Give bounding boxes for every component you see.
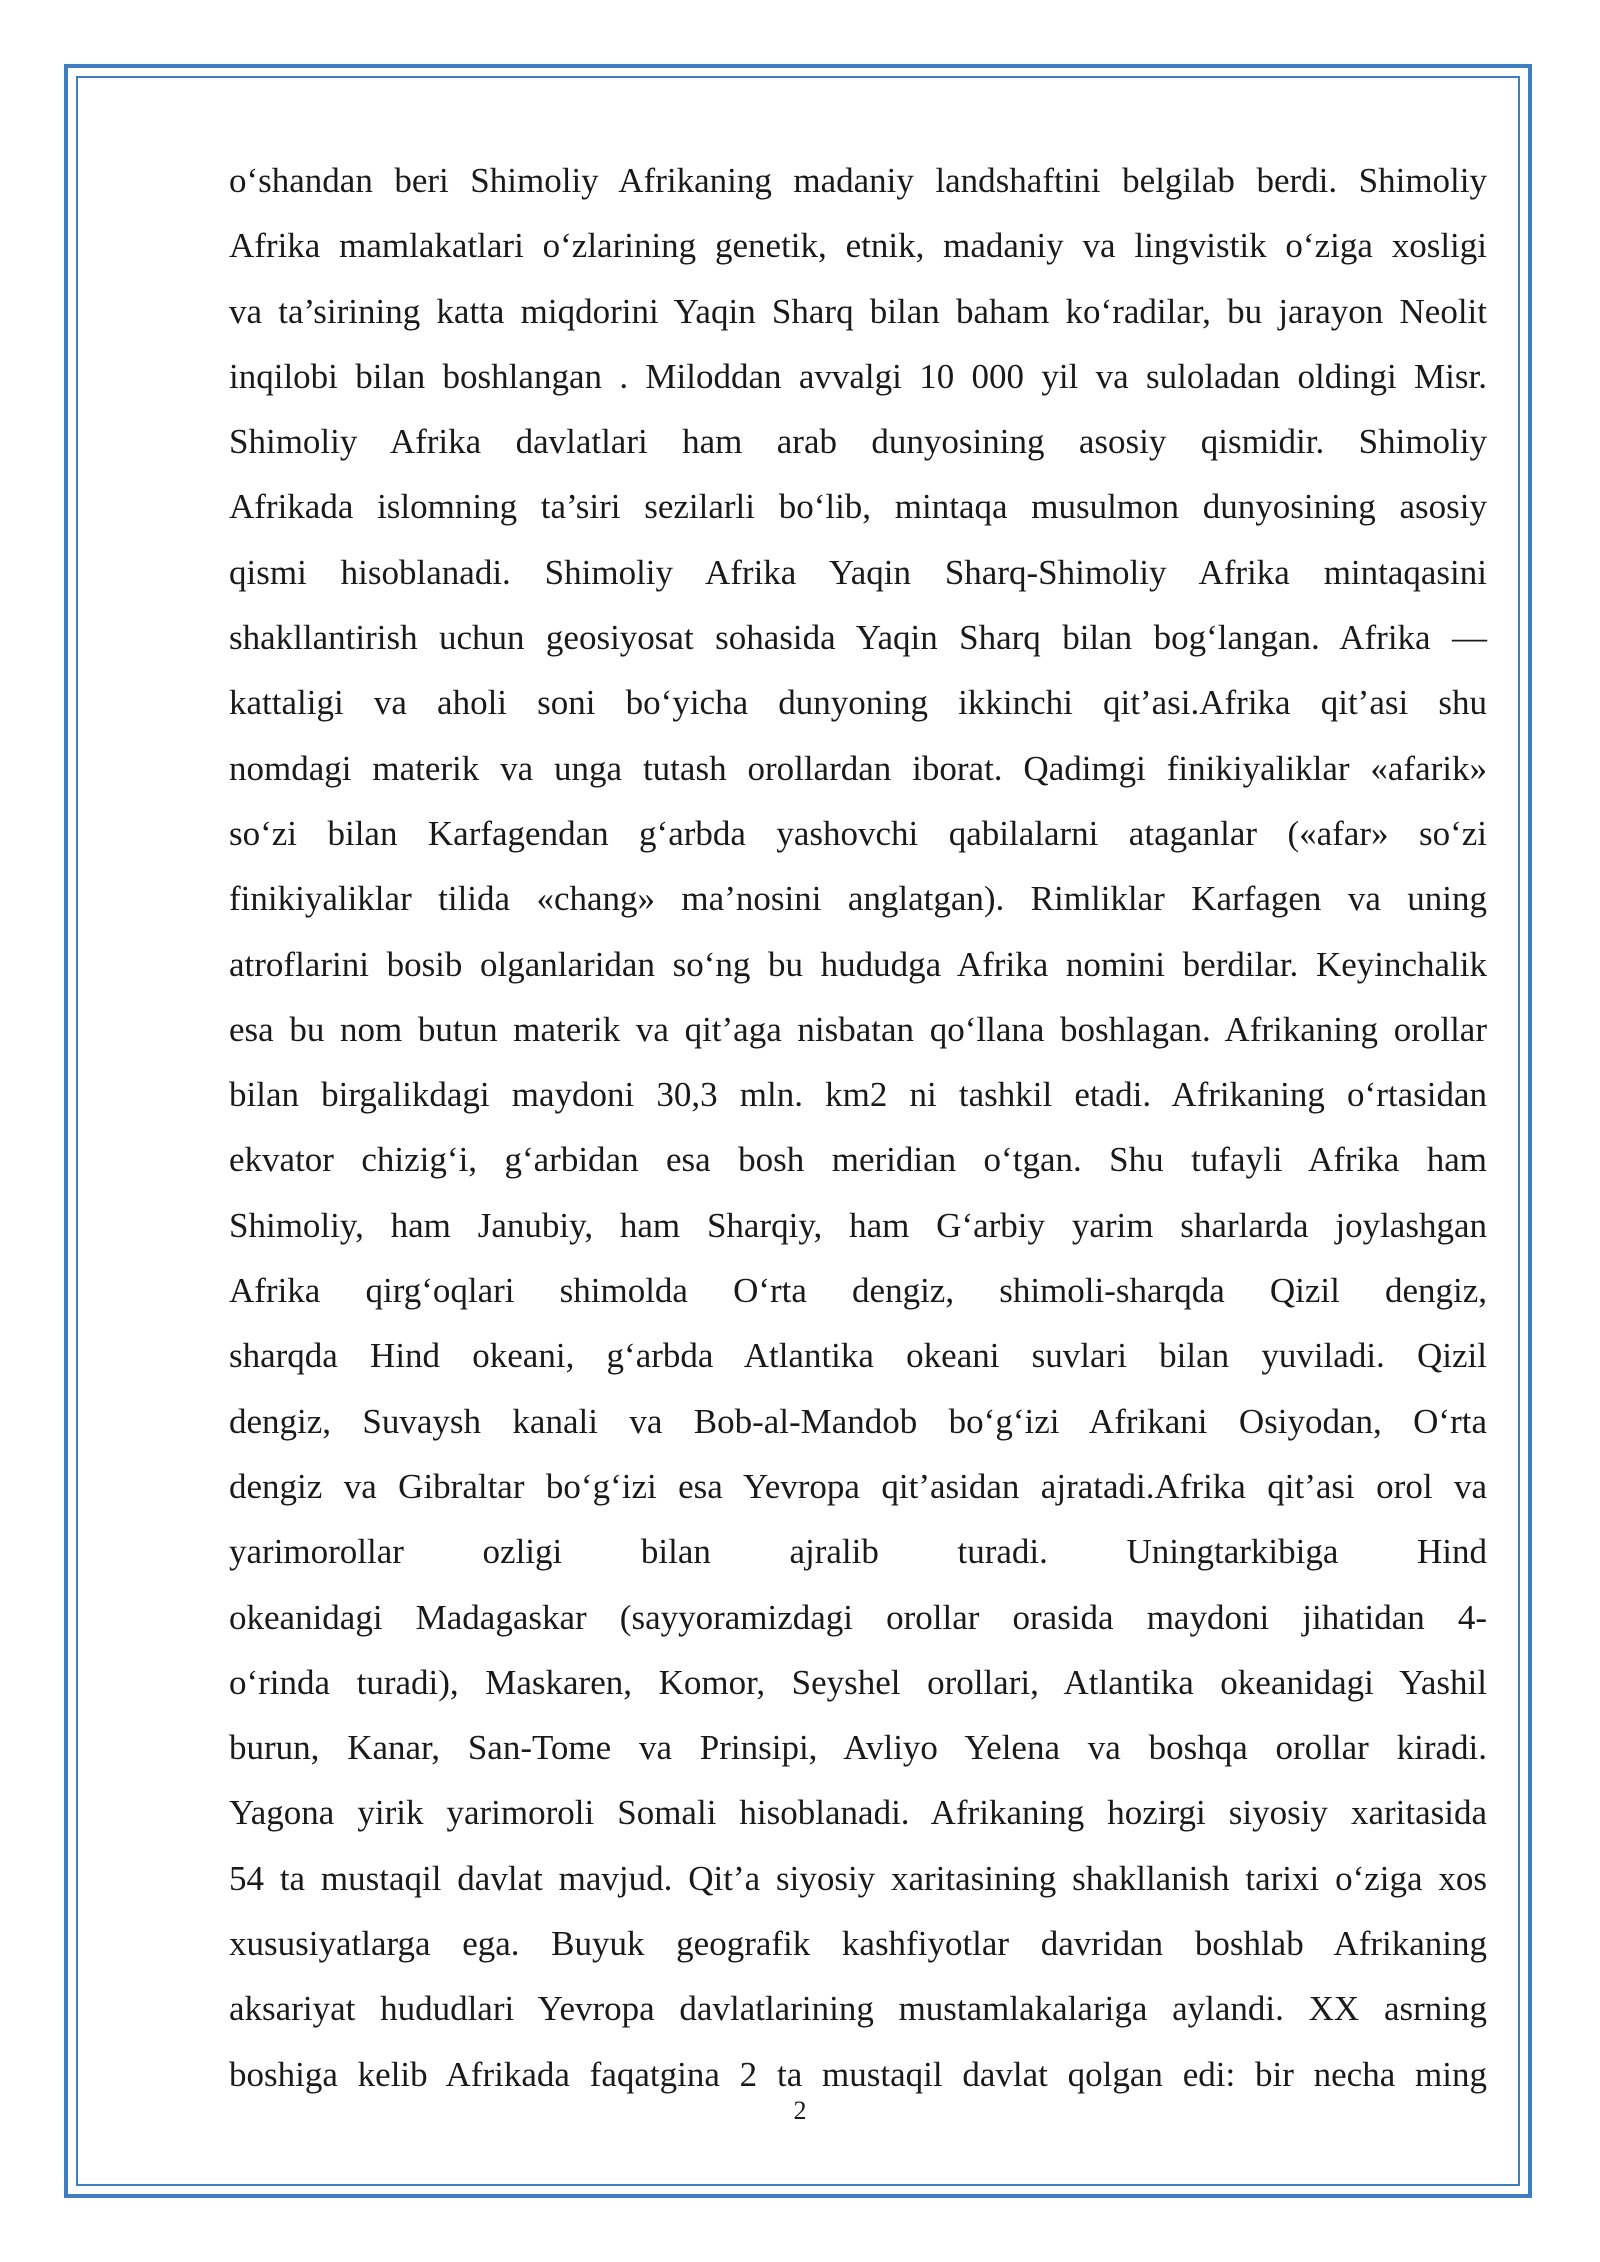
text-line: inqilobi bilan boshlangan . Miloddan avvalgi 10 000 yil va suloladan oldingi Misr. [229,356,1487,396]
text-line: shakllantirish uchun geosiyosat sohasida Yaqin Sharq bilan bog‘langan. Afrika — [229,618,1487,658]
text-line: aksariyat hududlari Yevropa davlatlarining mustamlakalariga aylandi. XX asrning [229,1989,1487,2029]
text-line: burun, Kanar, San-Tome va Prinsipi, Avliyo Yelena va boshqa orollar kiradi. [229,1728,1487,1768]
page-number: 2 [793,2096,807,2125]
text-line: Shimoliy Afrika davlatlari ham arab dunyosining asosiy qismidir. Shimoliy [229,422,1487,462]
text-line: Afrikada islomning ta’siri sezilarli bo‘lib, mintaqa musulmon dunyosining asosiy [229,487,1487,527]
text-line: va ta’sirining katta miqdorini Yaqin Sharq bilan baham ko‘radilar, bu jarayon Neolit [229,291,1487,331]
text-line: Shimoliy, ham Janubiy, ham Sharqiy, ham G‘arbiy yarim sharlarda joylashgan [229,1205,1487,1245]
text-line: bilan birgalikdagi maydoni 30,3 mln. km2 ni tashkil etadi. Afrikaning o‘rtasidan [229,1075,1487,1115]
text-line: boshiga kelib Afrikada faqatgina 2 ta mustaqil davlat qolgan edi: bir necha ming [229,2054,1487,2094]
text-line: esa bu nom butun materik va qit’aga nisbatan qo‘llana boshlagan. Afrikaning orollar [229,1009,1487,1049]
text-line: qismi hisoblanadi. Shimoliy Afrika Yaqin Sharq-Shimoliy Afrika mintaqasini [229,552,1487,592]
text-line: o‘rinda turadi), Maskaren, Komor, Seyshel orollari, Atlantika okeanidagi Yashil [229,1662,1487,1702]
text-line: sharqda Hind okeani, g‘arbda Atlantika okeani suvlari bilan yuviladi. Qizil [229,1336,1487,1376]
text-line: atroflarini bosib olganlaridan so‘ng bu hududga Afrika nomini berdilar. Keyinchalik [229,944,1487,984]
text-line: Yagona yirik yarimoroli Somali hisoblanadi. Afrikaning hozirgi siyosiy xaritasida [229,1793,1487,1833]
text-line: finikiyaliklar tilida «chang» ma’nosini anglatgan). Rimliklar Karfagen va uning [229,879,1487,919]
text-line: o‘shandan beri Shimoliy Afrikaning madaniy landshaftini belgilab berdi. Shimoliy [229,161,1487,200]
text-line: kattaligi va aholi soni bo‘yicha dunyoning ikkinchi qit’asi.Afrika qit’asi shu [229,683,1487,723]
text-line: xususiyatlarga ega. Buyuk geografik kashfiyotlar davridan boshlab Afrikaning [229,1924,1487,1964]
text-line: yarimorollar ozligi bilan ajralib turadi. Uningtarkibiga Hind [229,1532,1487,1572]
text-line: Afrika qirg‘oqlari shimolda O‘rta dengiz, shimoli-sharqda Qizil dengiz, [229,1271,1487,1311]
text-line: okeanidagi Madagaskar (sayyoramizdagi orollar orasida maydoni jihatidan 4- [229,1597,1487,1637]
text-line: so‘zi bilan Karfagendan g‘arbda yashovchi qabilalarni ataganlar («afar» so‘zi [229,813,1487,853]
text-line: 54 ta mustaqil davlat mavjud. Qit’a siyosiy xaritasining shakllanish tarixi o‘ziga xos [229,1858,1487,1898]
text-line: nomdagi materik va unga tutash orollardan iborat. Qadimgi finikiyaliklar «afarik» [229,748,1487,788]
text-line: ekvator chizig‘i, g‘arbidan esa bosh meridian o‘tgan. Shu tufayli Afrika ham [229,1140,1487,1180]
text-line: dengiz va Gibraltar bo‘g‘izi esa Yevropa qit’asidan ajratadi.Afrika qit’asi orol va [229,1466,1487,1506]
body-text [229,148,1487,2107]
text-line: dengiz, Suvaysh kanali va Bob-al-Mandob bo‘g‘izi Afrikani Osiyodan, O‘rta [229,1401,1487,1441]
text-line: Afrika mamlakatlari o‘zlarining genetik, etnik, madaniy va lingvistik o‘ziga xosligi [229,226,1487,266]
